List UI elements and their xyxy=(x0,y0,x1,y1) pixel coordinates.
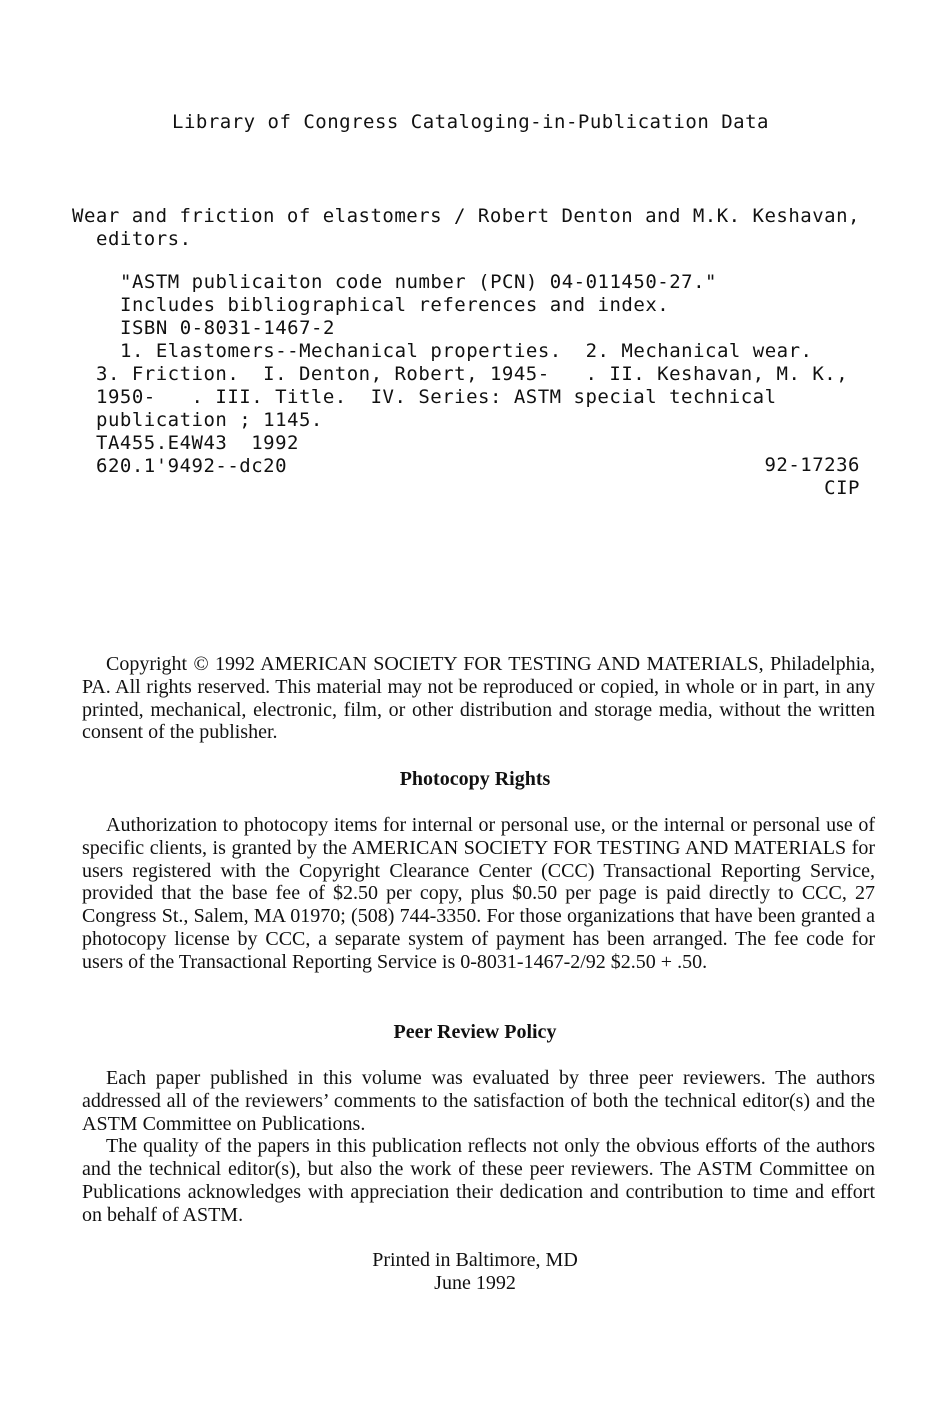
imprint-date: June 1992 xyxy=(434,1272,516,1294)
peer-review-title: Peer Review Policy xyxy=(393,1021,557,1043)
cip-title-line: Wear and friction of elastomers / Robert Denton and M.K. Keshavan, xyxy=(72,205,860,227)
peer-review-paragraph: The quality of the papers in this publication reflects not only the obvious efforts of the authors and the technical editor(s), but also the work of these peer reviewers. The ASTM Committee on Publications acknowledges with appreciation their dedication and contribution to time and effort on behalf of ASTM. xyxy=(82,1135,875,1226)
cip-subject-line: 1. Elastomers--Mechanical properties. 2. Mechanical wear. xyxy=(120,340,813,362)
cip-label: CIP xyxy=(824,477,860,499)
cip-series-line: publication ; 1145. xyxy=(96,409,323,431)
cip-isbn: ISBN 0-8031-1467-2 xyxy=(120,317,335,339)
peer-review-text xyxy=(82,1067,875,1227)
cip-subject-line: 3. Friction. I. Denton, Robert, 1945- . II. Keshavan, M. K., xyxy=(96,363,849,385)
cip-dewey-number: 620.1'9492--dc20 xyxy=(96,455,288,477)
cip-lc-call-number: TA455.E4W43 1992 xyxy=(96,432,299,454)
cip-subject-line: 1950- . III. Title. IV. Series: ASTM special technical xyxy=(96,386,777,408)
copyright-notice: Copyright © 1992 AMERICAN SOCIETY FOR TESTING AND MATERIALS, Philadelphia, PA. All rights reserved. This material may not be reproduced or copied, in whole or in part, in any printed, mechanical, electronic, film, or other distribution and storage media, without the written consent of the publisher. xyxy=(82,653,875,744)
cip-bibliography-note: Includes bibliographical references and index. xyxy=(120,294,670,316)
imprint-place: Printed in Baltimore, MD xyxy=(372,1249,578,1271)
cip-lccn: 92-17236 xyxy=(764,454,860,476)
peer-review-paragraph: Each paper published in this volume was evaluated by three peer reviewers. The authors addressed all of the reviewers’ comments to the satisfaction of both the technical editor(s) and the ASTM Committee on Publications. xyxy=(82,1067,875,1135)
cip-pcn-note: "ASTM publicaiton code number (PCN) 04-011450-27." xyxy=(120,271,717,293)
cip-title-continuation: editors. xyxy=(96,228,192,250)
photocopy-rights-text: Authorization to photocopy items for internal or personal use, or the internal or personal use of specific clients, is granted by the AMERICAN SOCIETY FOR TESTING AND MATERIALS for users registered with the Copyright Clearance Center (CCC) Transactional Reporting Service, provided that the base fee of $2.50 per copy, plus $0.50 per page is paid directly to CCC, 27 Congress St., Salem, MA 01970; (508) 744-3350. For those organizations that have been granted a photocopy license by CCC, a separate system of payment has been arranged. The fee code for users of the Transactional Reporting Service is 0-8031-1467-2/92 $2.50 + .50. xyxy=(82,814,875,973)
photocopy-rights-title: Photocopy Rights xyxy=(399,768,551,790)
cip-heading: Library of Congress Cataloging-in-Publication Data xyxy=(172,111,769,133)
